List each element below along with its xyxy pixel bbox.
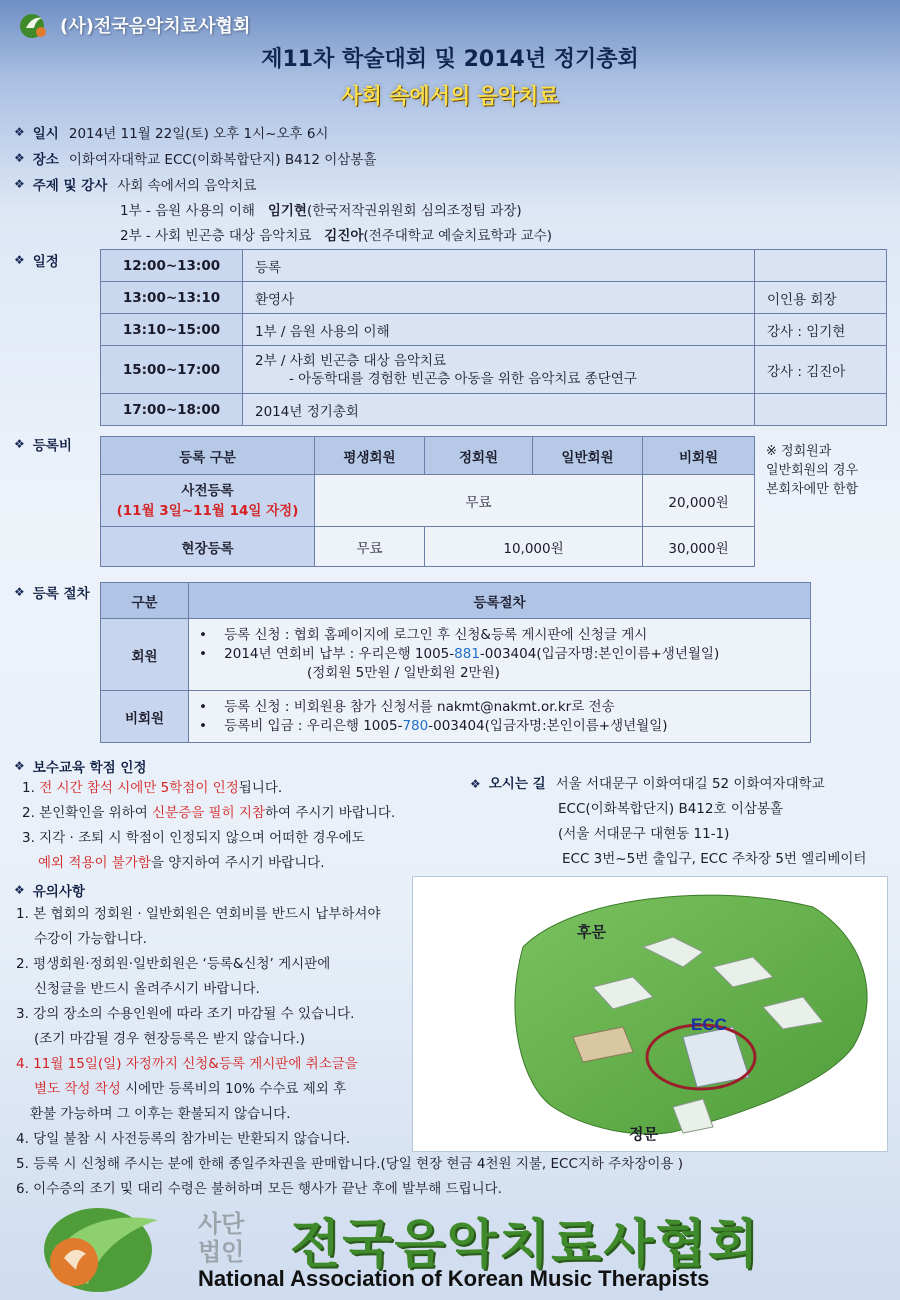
procedure-nonmember-account: 780 bbox=[402, 717, 429, 734]
table-row bbox=[101, 691, 811, 743]
schedule-speaker: 이인용 회장 bbox=[755, 282, 887, 314]
page-subtitle: 사회 속에서의 음악치료 bbox=[341, 84, 559, 108]
procedure-member-account: 881 bbox=[454, 646, 480, 662]
info-date bbox=[14, 122, 328, 142]
fee-onsite-nonmember: 30,000원 bbox=[643, 527, 755, 567]
fee-table bbox=[100, 436, 755, 567]
table-row bbox=[101, 437, 755, 475]
schedule-speaker: 강사 : 임기현 bbox=[755, 314, 887, 346]
list-item: • 등록 신청 : 협회 홈페이지에 로그인 후 신청&등록 게시판에 신청글 게시 bbox=[199, 627, 648, 643]
procedure-heading bbox=[14, 582, 100, 602]
info-part1 bbox=[120, 199, 522, 219]
part2-speaker: 김진아 bbox=[324, 228, 364, 244]
fee-header: 등록 구분 bbox=[101, 437, 315, 475]
table-row bbox=[101, 527, 755, 567]
list-item: 4. 11월 15일(일) 자정까지 신청&등록 게시판에 취소글을 bbox=[16, 1056, 358, 1072]
fee-header: 일반회원 bbox=[533, 437, 643, 475]
diamond-bullet-icon: ❖ bbox=[14, 759, 25, 773]
procedure-member-step3: (정회원 5만원 / 일반회원 2만원) bbox=[307, 665, 500, 681]
schedule-speaker: 강사 : 김진아 bbox=[755, 346, 887, 394]
credit-highlight: 신분증을 필히 지참 bbox=[152, 805, 266, 821]
fee-onsite-life: 무료 bbox=[315, 527, 425, 567]
procedure-table bbox=[100, 582, 811, 743]
procedure-member-label: 회원 bbox=[101, 619, 189, 691]
list-item: 3. 지각 · 조퇴 시 학점이 인정되지 않으며 어떠한 경우에도 bbox=[22, 830, 365, 846]
schedule-table bbox=[100, 249, 887, 426]
credit-text: 2. 본인확인을 위하여 bbox=[22, 805, 153, 821]
credit-highlight: 전 시간 참석 시에만 5학점이 인정 bbox=[39, 780, 239, 796]
map-main-gate: 정문 bbox=[629, 1125, 658, 1143]
notes-label: 유의사항 bbox=[32, 884, 85, 900]
diamond-bullet-icon: ❖ bbox=[14, 253, 25, 267]
diamond-bullet-icon: ❖ bbox=[470, 777, 481, 791]
org-logo-icon bbox=[18, 10, 52, 40]
directions-rest bbox=[558, 797, 866, 872]
footer-org-name-kr: 전국음악치료사협회 bbox=[290, 1215, 761, 1275]
table-row bbox=[101, 394, 887, 426]
table-row bbox=[101, 314, 887, 346]
list-item: 신청글을 반드시 올려주시기 바랍니다. bbox=[34, 981, 260, 997]
fee-onsite-label: 현장등록 bbox=[101, 527, 315, 567]
procedure-nonmember-steps bbox=[189, 691, 811, 743]
fee-header: 정회원 bbox=[425, 437, 533, 475]
schedule-time: 13:00~13:10 bbox=[101, 282, 243, 314]
list-item bbox=[22, 801, 395, 826]
table-row bbox=[101, 583, 811, 619]
notes-text: 시에만 등록비의 10% 수수료 제외 후 bbox=[120, 1081, 347, 1097]
list-item: • 등록비 입금 : 우리은행 1005-780-003404(입금자명:본인이름+생년월일) bbox=[199, 717, 668, 734]
procedure-header: 등록절차 bbox=[189, 583, 811, 619]
schedule-item-sub: - 아동학대를 경험한 빈곤층 아동을 위한 음악치료 종단연구 bbox=[289, 370, 637, 387]
list-item bbox=[16, 1077, 683, 1102]
notes-list bbox=[16, 902, 683, 1202]
schedule-speaker bbox=[755, 394, 887, 426]
info-part2 bbox=[120, 224, 552, 244]
table-row bbox=[101, 250, 887, 282]
info-place bbox=[14, 148, 376, 168]
list-item: 4. 당일 불참 시 사전등록의 참가비는 반환되지 않습니다. bbox=[16, 1131, 351, 1147]
map-back-gate: 후문 bbox=[577, 923, 606, 941]
schedule-speaker bbox=[755, 250, 887, 282]
notes-highlight: 별도 작성 작성 bbox=[34, 1081, 121, 1097]
diamond-bullet-icon: ❖ bbox=[14, 177, 25, 191]
schedule-item: 등록 bbox=[243, 250, 755, 282]
procedure-label: 등록 절차 bbox=[32, 586, 90, 602]
fee-pre-label: 사전등록 bbox=[181, 482, 234, 499]
list-item: • 등록 신청 : 비회원용 참가 신청서를 nakmt@nakmt.or.kr로 전송 bbox=[199, 698, 615, 715]
diamond-bullet-icon: ❖ bbox=[14, 125, 25, 139]
fee-pre-member: 무료 bbox=[315, 475, 643, 527]
part1-speaker: 임기현 bbox=[267, 203, 307, 219]
procedure-nonmember-label: 비회원 bbox=[101, 691, 189, 743]
directions-entrance: ECC 3번~5번 출입구, ECC 주차장 5번 엘리베이터 bbox=[562, 851, 867, 867]
part2-title: 2부 - 사회 빈곤층 대상 음악치료 bbox=[120, 228, 312, 244]
procedure-header: 구분 bbox=[101, 583, 189, 619]
list-item: 6. 이수증의 조기 및 대리 수령은 불허하며 모든 행사가 끝난 후에 발부해 드립니다. bbox=[16, 1181, 502, 1197]
procedure-member-step2a: 2014년 연회비 납부 : 우리은행 1005- bbox=[224, 646, 455, 662]
list-item: 2. 평생회원·정회원·일반회원은 ‘등록&신청’ 게시판에 bbox=[16, 956, 331, 972]
fee-pre-period: (11월 3일~11월 14일 자정) bbox=[116, 502, 299, 519]
org-name-small: (사)전국음악치료사협회 bbox=[60, 16, 251, 37]
fee-label: 등록비 bbox=[32, 438, 72, 454]
list-item: 5. 등록 시 신청해 주시는 분에 한해 종일주차권을 판매합니다.(당일 현장 현금 4천원 지불, ECC지하 주차장이용 ) bbox=[16, 1156, 684, 1172]
schedule-item: 환영사 bbox=[243, 282, 755, 314]
fee-heading bbox=[14, 434, 82, 454]
place-label: 장소 bbox=[32, 152, 59, 168]
procedure-nonmember-step1: 등록 신청 : 비회원용 참가 신청서를 nakmt@nakmt.or.kr로 전송 bbox=[224, 698, 615, 715]
credit-num: 1. bbox=[22, 780, 35, 796]
schedule-label: 일정 bbox=[32, 254, 59, 270]
schedule-time: 15:00~17:00 bbox=[101, 346, 243, 394]
schedule-heading bbox=[14, 250, 69, 270]
footer-org-name-en: National Association of Korean Music Therapists bbox=[198, 1266, 710, 1291]
diamond-bullet-icon: ❖ bbox=[14, 151, 25, 165]
place-value: 이화여자대학교 ECC(이화복합단지) B412 이삼봉홀 bbox=[68, 152, 377, 168]
table-row bbox=[101, 282, 887, 314]
footer-corp-mark bbox=[198, 1210, 244, 1266]
schedule-time: 12:00~13:00 bbox=[101, 250, 243, 282]
map-ecc: ECC bbox=[691, 1015, 727, 1034]
directions bbox=[470, 772, 825, 797]
fee-onsite-member: 10,000원 bbox=[425, 527, 643, 567]
list-item: 수강이 가능합니다. bbox=[34, 931, 147, 947]
schedule-item: 1부 / 음원 사용의 이해 bbox=[243, 314, 755, 346]
table-row bbox=[101, 619, 811, 691]
notes-heading bbox=[14, 880, 95, 900]
diamond-bullet-icon: ❖ bbox=[14, 437, 25, 451]
credit-text: 하여 주시기 바랍니다. bbox=[265, 805, 396, 821]
fee-note: ※ 정회원과 일반회원의 경우 본회차에만 한함 bbox=[766, 444, 859, 497]
fee-pre-nonmember: 20,000원 bbox=[643, 475, 755, 527]
part1-title: 1부 - 음원 사용의 이해 bbox=[120, 203, 255, 219]
part1-affiliation: (한국저작권위원회 심의조정팀 과장) bbox=[306, 203, 522, 219]
table-row bbox=[101, 475, 755, 527]
fee-header: 비회원 bbox=[643, 437, 755, 475]
schedule-item: 2014년 정기총회 bbox=[243, 394, 755, 426]
footer-corp-top: 사단 bbox=[198, 1210, 245, 1238]
directions-label: 오시는 길 bbox=[488, 776, 546, 792]
directions-old-address: (서울 서대문구 대현동 11-1) bbox=[558, 826, 730, 842]
directions-line bbox=[470, 772, 825, 797]
list-item: 1. 본 협회의 정회원 · 일반회원은 연회비를 반드시 납부하셔야 bbox=[16, 906, 381, 922]
footer-logo-icon bbox=[28, 1200, 178, 1296]
credit-heading bbox=[14, 756, 157, 776]
schedule-time: 17:00~18:00 bbox=[101, 394, 243, 426]
diamond-bullet-icon: ❖ bbox=[14, 585, 25, 599]
schedule-item bbox=[243, 346, 755, 394]
date-value: 2014년 11월 22일(토) 오후 1시~오후 6시 bbox=[68, 126, 329, 142]
info-topic bbox=[14, 174, 256, 194]
footer-corp-bottom: 법인 bbox=[198, 1238, 245, 1266]
schedule-time: 13:10~15:00 bbox=[101, 314, 243, 346]
list-item bbox=[22, 776, 395, 801]
page-title: 제11차 학술대회 및 2014년 정기총회 bbox=[261, 47, 639, 72]
fee-pre-cell bbox=[101, 475, 315, 527]
procedure-member-step1: 등록 신청 : 협회 홈페이지에 로그인 후 신청&등록 게시판에 신청글 게시 bbox=[224, 627, 648, 643]
list-item: 환불 가능하며 그 이후는 환불되지 않습니다. bbox=[30, 1106, 291, 1122]
fee-header: 평생회원 bbox=[315, 437, 425, 475]
list-item: (조기 마감될 경우 현장등록은 받지 않습니다.) bbox=[34, 1031, 306, 1047]
footer bbox=[0, 1196, 900, 1300]
part2-affiliation: (전주대학교 예술치료학과 교수) bbox=[363, 228, 553, 244]
procedure-member-step2c: -003404(입금자명:본인이름+생년월일) bbox=[479, 646, 720, 662]
credit-highlight: 예외 적용이 불가함 bbox=[38, 855, 151, 871]
credit-text: 됩니다. bbox=[238, 780, 283, 796]
credit-text: 을 양지하여 주시기 바랍니다. bbox=[150, 855, 325, 871]
procedure-nonmember-step2c: -003404(입금자명:본인이름+생년월일) bbox=[428, 717, 668, 734]
table-row bbox=[101, 346, 887, 394]
topic-value: 사회 속에서의 음악치료 bbox=[117, 178, 257, 194]
header-org bbox=[18, 10, 250, 40]
list-item bbox=[22, 851, 395, 876]
directions-building: ECC(이화복합단지) B412호 이삼봉홀 bbox=[558, 801, 783, 817]
procedure-member-steps bbox=[189, 619, 811, 691]
procedure-nonmember-step2a: 등록비 입금 : 우리은행 1005- bbox=[224, 717, 403, 734]
schedule-item-title: 2부 / 사회 빈곤층 대상 음악치료 bbox=[255, 352, 447, 369]
list-item: • 2014년 연회비 납부 : 우리은행 1005-881-003404(입금자명:본인이름+생년월일) bbox=[199, 646, 720, 662]
topic-label: 주제 및 강사 bbox=[32, 178, 108, 194]
credit-list bbox=[22, 776, 395, 876]
directions-address: 서울 서대문구 이화여대길 52 이화여자대학교 bbox=[555, 776, 825, 792]
diamond-bullet-icon: ❖ bbox=[14, 883, 25, 897]
date-label: 일시 bbox=[32, 126, 59, 142]
list-item: 3. 강의 장소의 수용인원에 따라 조기 마감될 수 있습니다. bbox=[16, 1006, 355, 1022]
list-item bbox=[199, 664, 800, 683]
credit-label: 보수교육 학점 인정 bbox=[32, 760, 147, 776]
